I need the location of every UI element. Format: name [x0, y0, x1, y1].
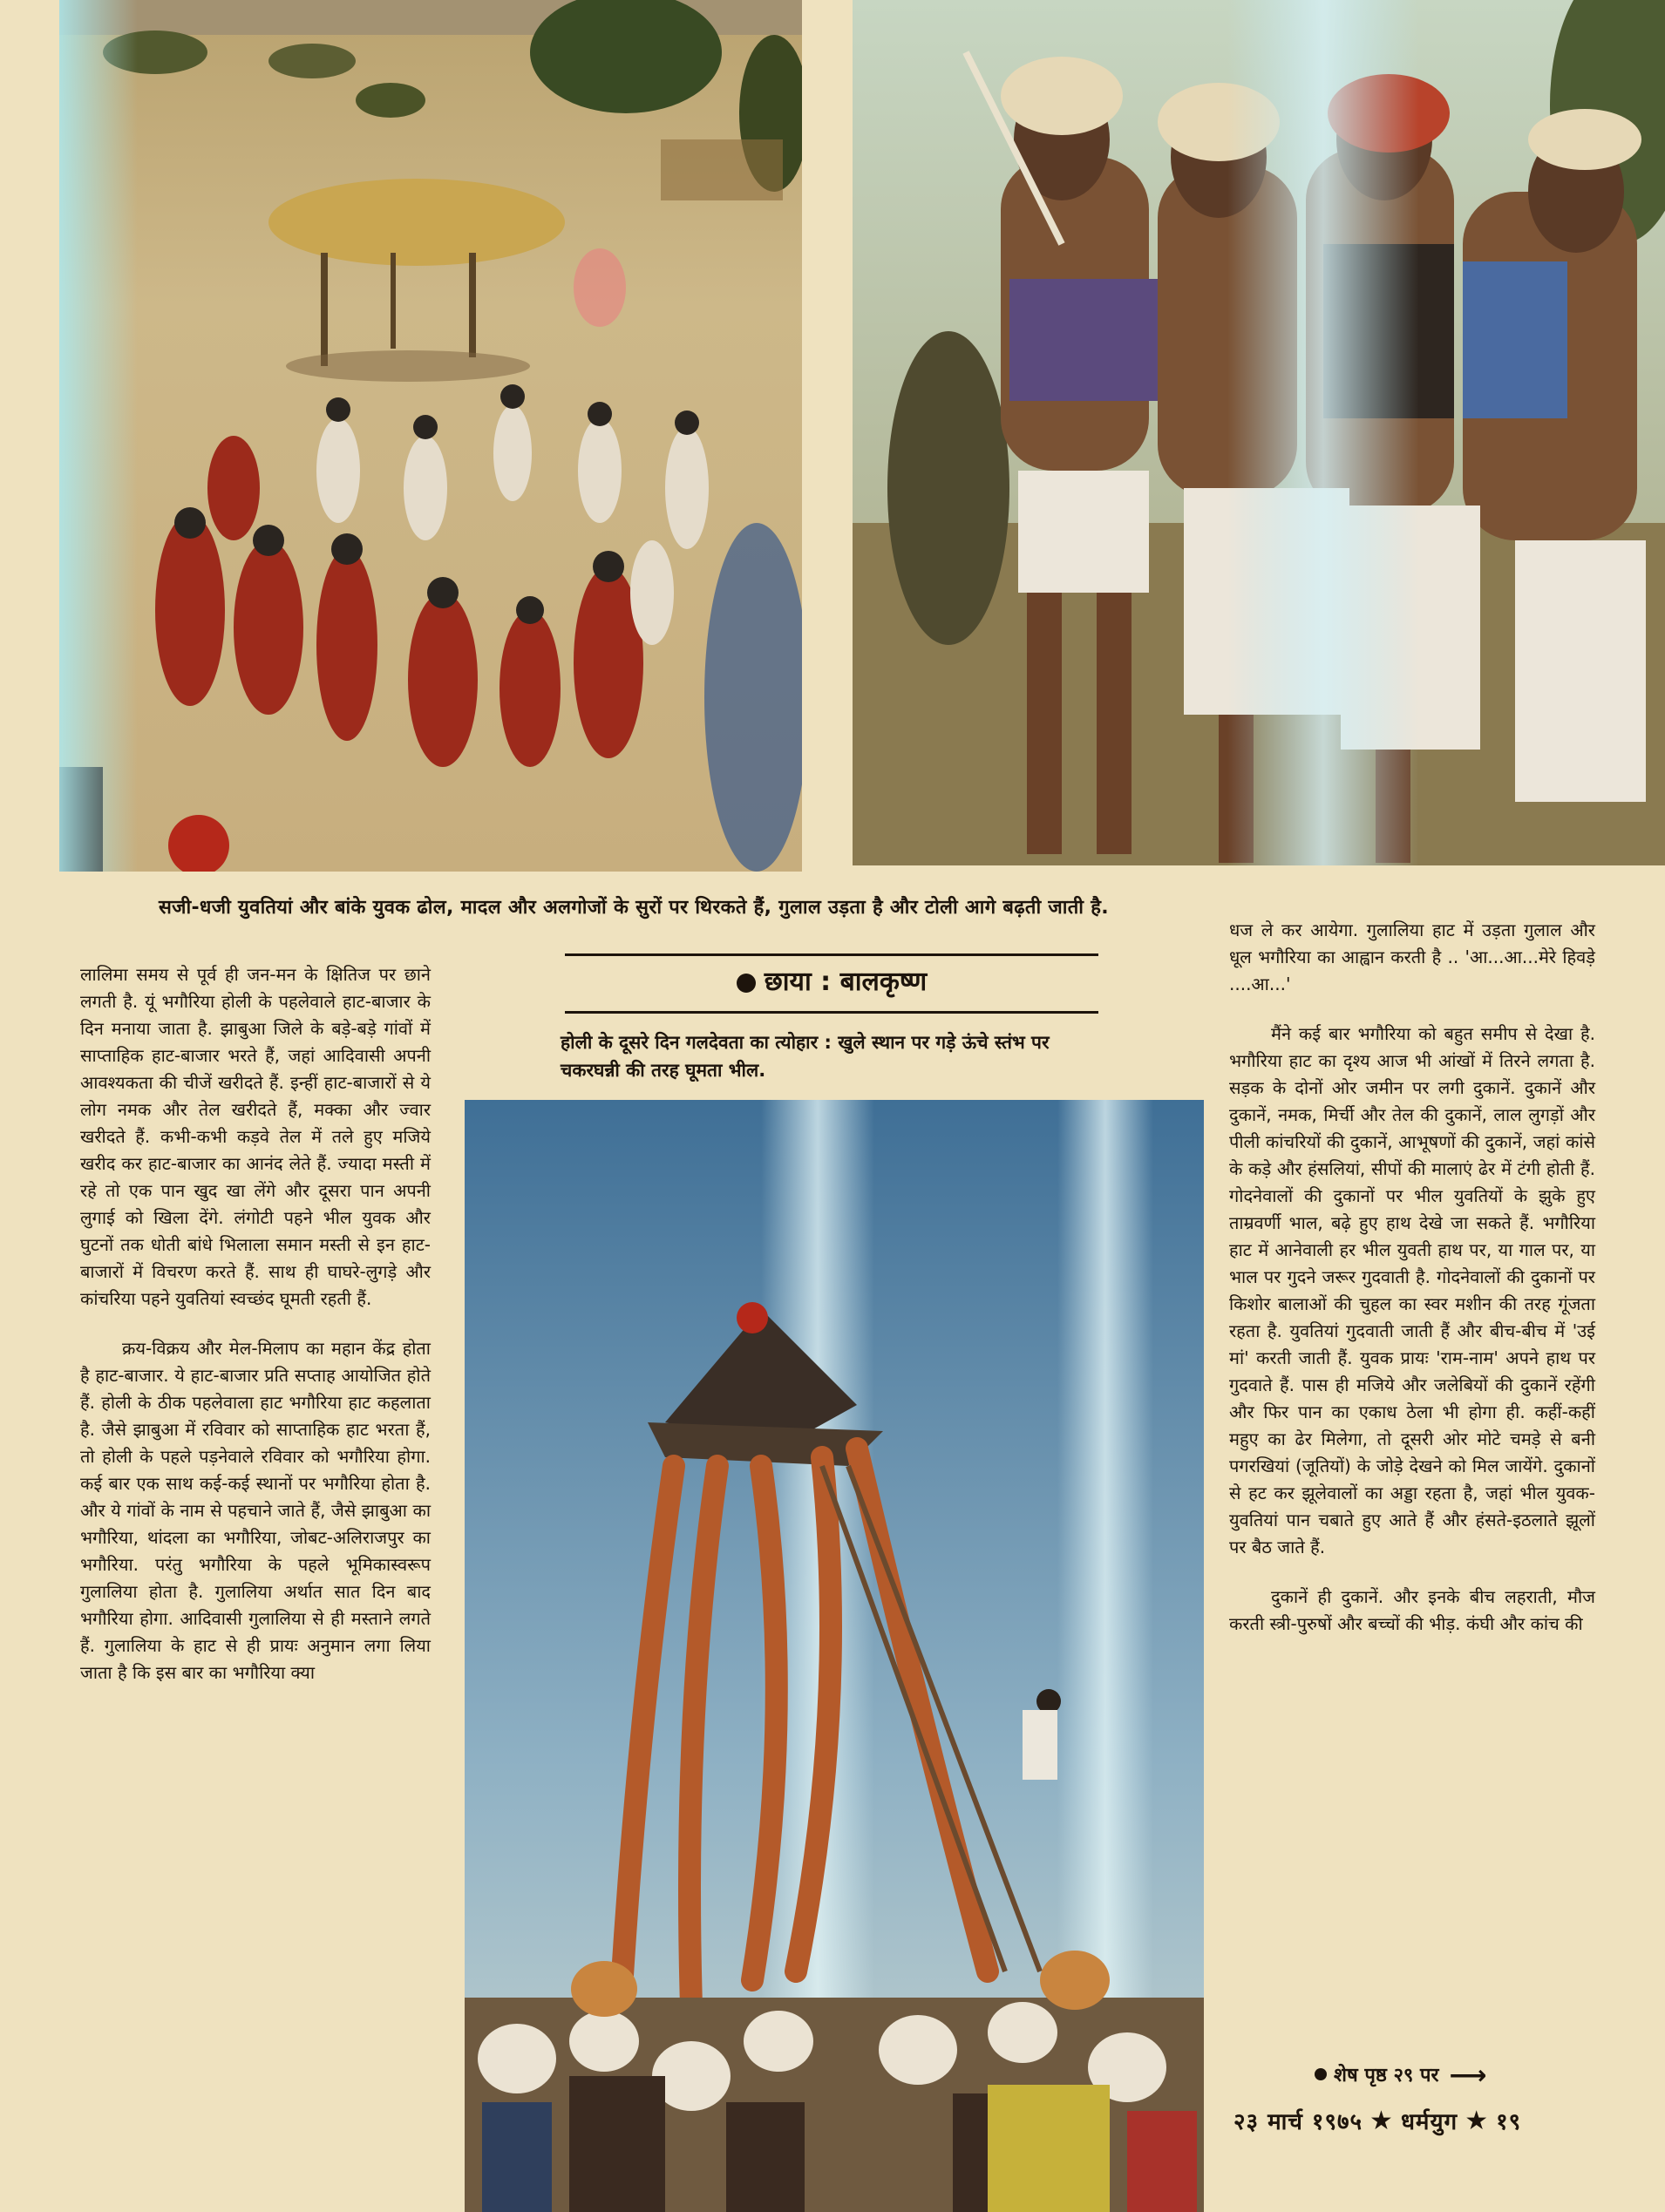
article-column-left — [80, 961, 431, 1686]
footer-magazine: धर्मयुग — [1400, 2109, 1458, 2135]
article-column-right — [1229, 917, 1595, 1638]
photo-tribal-men — [853, 0, 1665, 865]
photo-gal-devta-pole — [465, 1100, 1204, 2212]
article-paragraph: मैंने कई बार भगौरिया को बहुत समीप से देखा है. भगौरिया हाट का दृश्य आज भी आंखों में तिरने लगता है. सड़क के दोनों ओर जमीन पर लगी दुकानें. दुकानें और दुकानें, नमक, मिर्ची और तेल की दुकानें, लाल लुगड़ों और पीली कांचरियों की दुकानें, आभूषणों की दुकानें, जहां कांसे के कड़े और हंसलियां, सीपों की मालाएं ढेर में टंगी होती हैं. गोदनेवालों की दुकानों पर भील युवतियों के झुके हुए ताम्रवर्णी भाल, बढ़े हुए हाथ देखे जा सकते हैं. भगौरिया हाट में आनेवाली हर भील युवती हाथ पर, या गाल पर, या भाल पर गुदने जरूर गुदवाती है. गोदनेवालों की दुकानों पर किशोर बालाओं की चुहल का स्वर मशीन की तरह गूंजता रहता है. युवतियां गुदवाती जाती हैं और बीच-बीच में 'उई मां' करती जाती हैं. युवक प्रायः 'राम-नाम' अपने हाथ पर गुदवाते हैं. पास ही मजिये और जलेबियों की दुकानें रहेंगी और फिर पान का एकाध ठेला भी होगा ही. कहीं-कहीं महुए का ढेर मिलेगा, तो दूसरी ओर मोटे चमड़े से बनी पगरखियां (जूतियों) के जोड़े देखने को मिल जायेंगे. दुकानों से हट कर झूलेवालों का अड्डा रहता है, जहां भील युवक-युवतियां पान चबाते हुए आते हैं और हंसते-इठलाते झूलों पर बैठ जाते हैं. — [1229, 1023, 1595, 1557]
star-icon: ★ — [1465, 2106, 1490, 2136]
bullet-dot-icon — [1315, 2068, 1327, 2080]
bullet-dot-icon — [737, 974, 756, 993]
continued-text: शेष पृष्ठ २९ पर — [1334, 2065, 1439, 2086]
star-icon: ★ — [1369, 2106, 1394, 2136]
article-paragraph: दुकानें ही दुकानें. और इनके बीच लहराती, मौज करती स्त्री-पुरुषों और बच्चों की भीड़. कंघी और कांच की — [1229, 1586, 1595, 1634]
photo-dancing-crowd — [59, 0, 802, 872]
photo-caption-pole: होली के दूसरे दिन गलदेवता का त्योहार : खुले स्थान पर गड़े ऊंचे स्तंभ पर चकरघन्नी की तरह घूमता भील. — [561, 1032, 1050, 1081]
photo-caption-main: सजी-धजी युवतियां और बांके युवक ढोल, मादल और अलगोजों के सुरों पर थिरकते हैं, गुलाल उड़ता है और टोली आगे बढ़ती जाती है. — [159, 897, 1109, 919]
page-number: १९ — [1496, 2109, 1522, 2135]
photo-credit — [565, 962, 1098, 998]
continued-on-page — [1315, 2060, 1487, 2091]
page-footer — [1233, 2105, 1521, 2136]
article-paragraph: धज ले कर आयेगा. गुलालिया हाट में उड़ता गुलाल और धूल भगौरिया का आह्वान करती है .. 'आ...आ...मेरे हिवड़े ....आ...' — [1229, 919, 1595, 994]
photo-credit-text: छाया : बालकृष्ण — [764, 967, 928, 997]
arrow-right-icon: ⟶ — [1449, 2060, 1487, 2091]
credit-rule-top — [565, 953, 1098, 956]
footer-date: २३ मार्च १९७५ — [1233, 2109, 1363, 2135]
article-paragraph: क्रय-विक्रय और मेल-मिलाप का महान केंद्र होता है हाट-बाजार. ये हाट-बाजार प्रति सप्ताह आयोजित होते हैं. होली के ठीक पहलेवाला हाट भगौरिया हाट कहलाता है. जैसे झाबुआ में रविवार को साप्ताहिक हाट भरता हैं, तो होली के पहले पड़नेवाले रविवार को भगौरिया होगा. कई बार एक साथ कई-कई स्थानों पर भगौरिया होता है. और ये गांवों के नाम से पहचाने जाते हैं, जैसे झाबुआ का भगौरिया, थांदला का भगौरिया, जोबट-अलिराजपुर का भगौरिया. परंतु भगौरिया के पहले भूमिकास्वरूप गुलालिया होता है. गुलालिया अर्थात सात दिन बाद भगौरिया होगा. आदिवासी गुलालिया से ही मस्ताने लगते हैं. गुलालिया के हाट से ही प्रायः अनुमान लगा लिया जाता है कि इस बार का भगौरिया क्या — [80, 1338, 431, 1683]
article-paragraph: लालिमा समय से पूर्व ही जन-मन के क्षितिज पर छाने लगती है. यूं भगौरिया होली के पहलेवाले हाट-बाजार के दिन मनाया जाता है. झाबुआ जिले के बड़े-बड़े गांवों में साप्ताहिक हाट-बाजार भरते हैं, जहां आदिवासी अपनी आवश्यकता की चीजें खरीदते हैं. इन्हीं हाट-बाजारों से ये लोग नमक और तेल खरीदते हैं, मक्का और ज्वार खरीदते हैं. कभी-कभी कड़वे तेल में तले हुए मजिये खरीद कर हाट-बाजार का आनंद लेते हैं. ज्यादा मस्ती में रहे तो एक पान खुद खा लेंगे और दूसरा पान अपनी लुगाई को खिला देंगे. लंगोटी पहने भील युवक और घुटनों तक धोती बांधे भिलाला समान मस्ती से इन हाट-बाजारों में विचरण करते हैं. साथ ही घाघरे-लुगड़े और कांचरिया पहने युवतियां स्वच्छंद घूमती रहती हैं. — [80, 964, 431, 1309]
credit-rule-bottom — [565, 1011, 1098, 1014]
